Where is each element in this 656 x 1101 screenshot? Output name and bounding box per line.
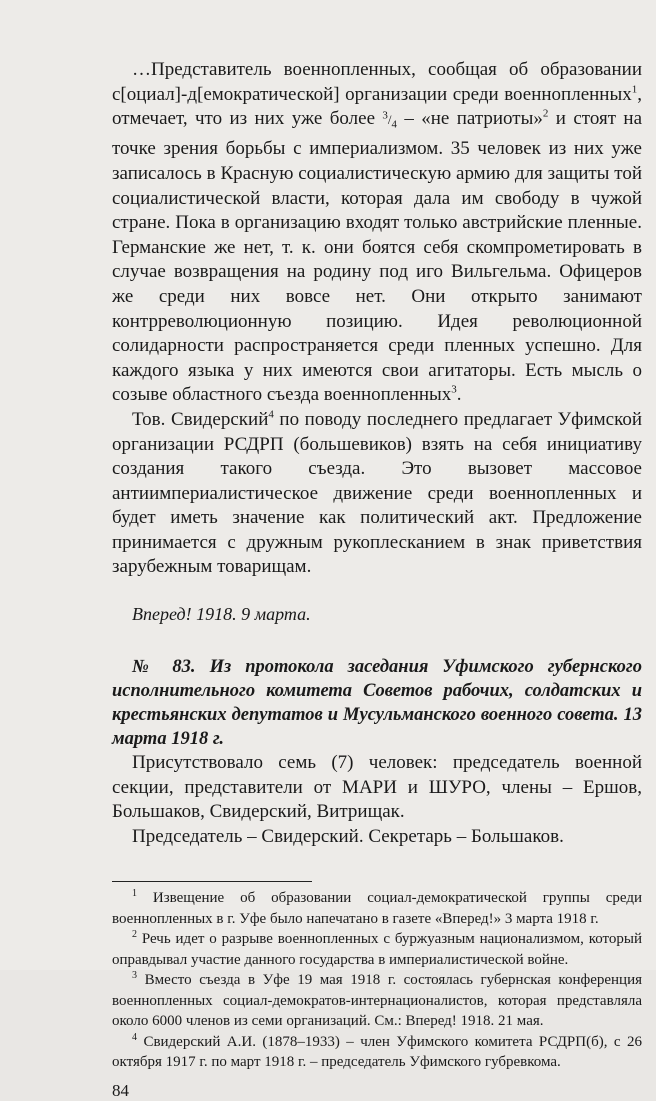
footnote-ref-2[interactable]: 2	[542, 107, 549, 120]
source-citation: Вперед! 1918. 9 марта.	[132, 604, 311, 625]
fraction-three-quarters: $^3/_4$	[382, 109, 397, 131]
document-heading: № 83. Из протокола заседания Уфимского губернского исполнительного комитета Советов рабочих, солдатских и крестьянских депутатов и Мусульманского военного совета. 13 марта 1918 г.	[112, 657, 642, 750]
chair-secretary-line: Председатель – Свидерский. Секретарь – Большаков.	[132, 825, 564, 847]
footnote-2: $^2$ Речь идет о разрыве военнопленных с буржуазным национализмом, который оправдывал участие данного государства в империалистической войне.	[112, 929, 642, 968]
footnote-ref-4[interactable]: 4	[268, 408, 274, 421]
footnote-ref-1[interactable]: 1	[631, 83, 638, 96]
footnote-1: $^1$ Извещение об образовании социал-демократической группы среди военнопленных в г. Уфе было напечатано в газете «Вперед!» 3 марта 1918 г.	[112, 888, 642, 927]
footnotes	[112, 888, 642, 1073]
paragraph-prisoner-representative: …Представитель военнопленных, сообщая об образовании с[оциал]-д[емократической] организации среди военнопленных$^1$, отмечает, что из них уже более $^3/_4$ – «не патриоты»$^2$ и стоят на точке зрения борьбы с империализмом. 35 человек из них уже записалось в Красную социалистическую армию для защиты той социалистической власти, которая дала им свободу в чужой стране. Пока в организацию входят только австрийские пленные. Германские же нет, т. к. они боятся себя скомпрометировать в случае возвращения на родину под иго Вильгельма. Офицеров же среди них вовсе нет. Они открыто занимают контрреволюционную позицию. Идея революционной солидарности распространяется среди пленных успешно. Для каждого языка у них имеются свои агитаторы. Есть мысль о созыве областного съезда военнопленных$^3$.	[112, 59, 642, 406]
footnote-ref-3[interactable]: 3	[451, 383, 457, 396]
footnote-3: $^3$ Вместо съезда в Уфе 19 мая 1918 г. состоялась губернская конференция военнопленных социал-демократов-интернационалистов, которая представляла около 6000 членов из семи организаций. См.: Вперед! 1918. 21 мая.	[112, 970, 643, 1030]
page-number: 84	[112, 1080, 129, 1100]
attendance-paragraph: Присутствовало семь (7) человек: председатель военной секции, представители от МАРИ и ШУРО, члены – Ершов, Большаков, Свидерский, Витрищак.	[112, 752, 642, 823]
paragraph-svidersky-proposal: Тов. Свидерский$^4$ по поводу последнего предлагает Уфимской организации РСДРП (большевиков) взять на себя инициативу создания такого съезда. Это вызовет массовое антиимпериалистическое движение среди военнопленных и будет иметь значение как политический акт. Предложение принимается с дружным рукоплесканием в знак приветствия зарубежным товарищам.	[112, 408, 643, 578]
footnote-4: $^4$ Свидерский А.И. (1878–1933) – член Уфимского комитета РСДРП(б), с 26 октября 1917 г. по март 1918 г. – председатель Уфимского губревкома.	[112, 1031, 643, 1071]
page-content	[112, 58, 642, 1101]
footnote-divider	[112, 881, 312, 882]
